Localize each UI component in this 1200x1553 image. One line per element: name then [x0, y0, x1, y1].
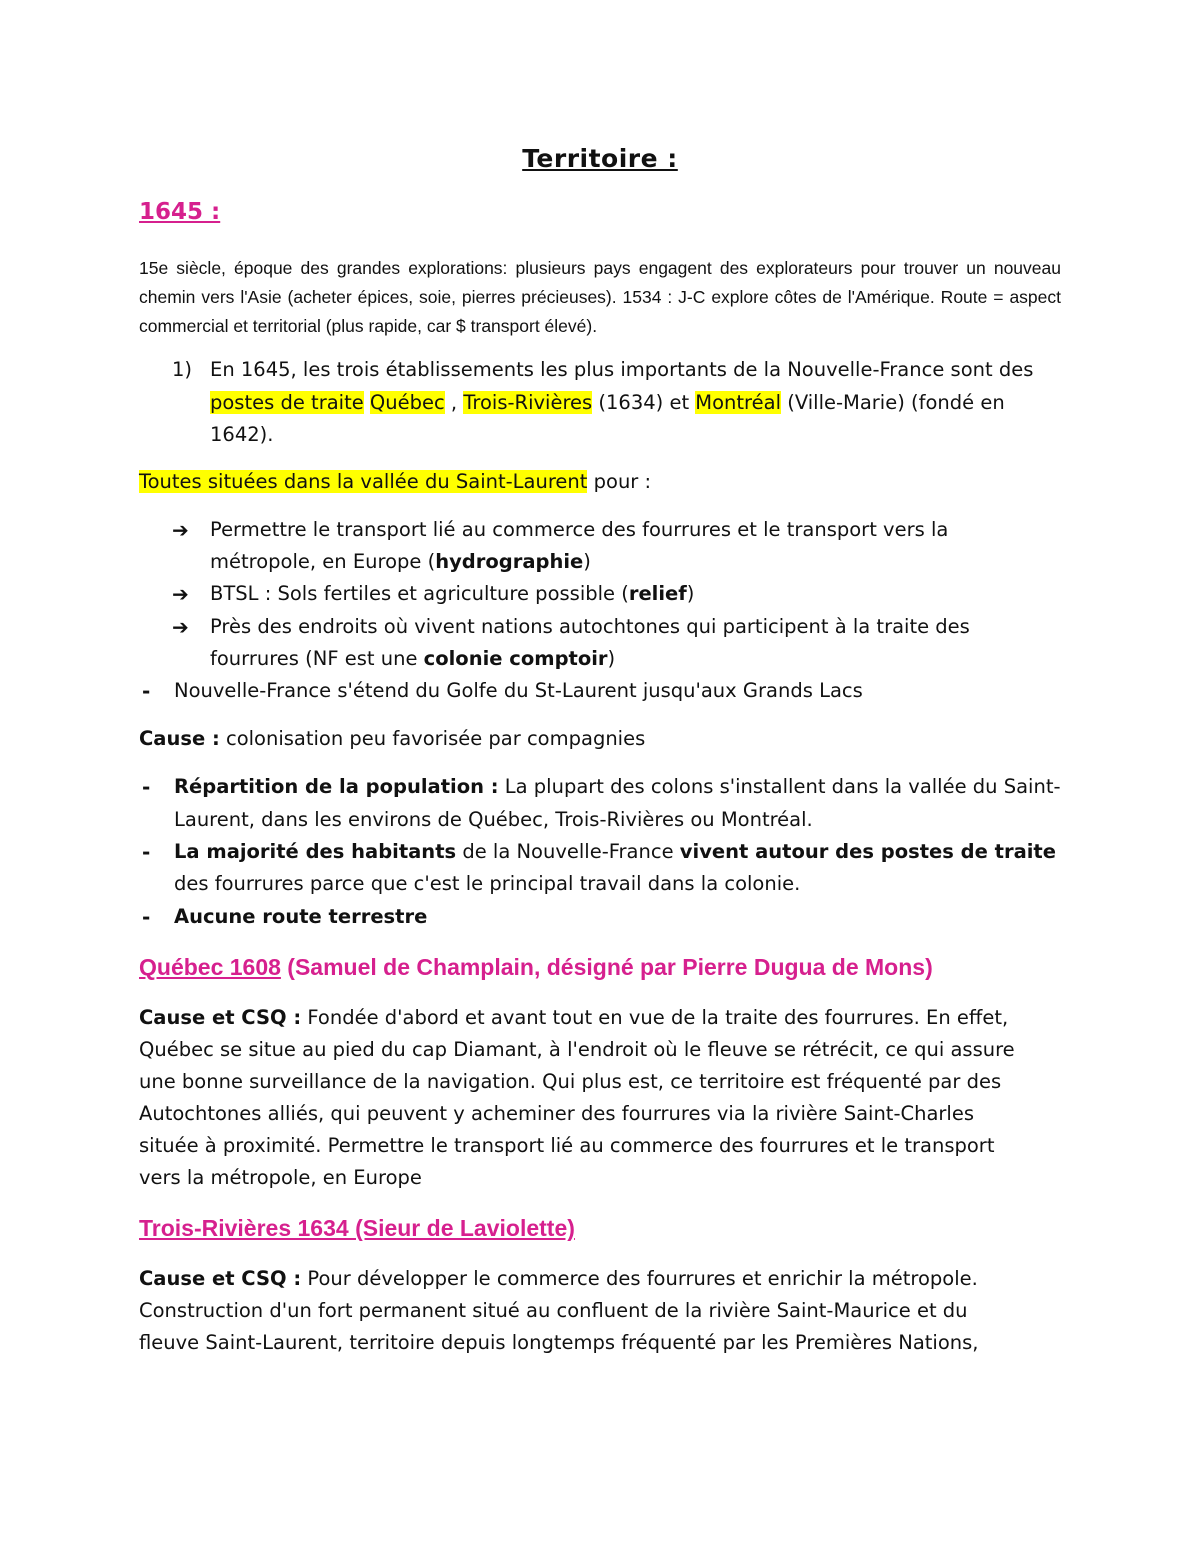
text: Fondée d'abord et avant tout en vue de la traite des fourrures. En effet, — [301, 1006, 1009, 1029]
heading-quebec-rest: (Samuel de Champlain, désigné par Pierre Dugua de Mons) — [280, 954, 933, 980]
intro-paragraph: 15e siècle, époque des grandes explorations: plusieurs pays engagent des explorateurs pour trouver un nouveau chemin vers l'Asie (acheter épices, soie, pierres précieuses). 1534 : J-C explore côtes de l'Amérique. Route = aspect commercial et territorial (plus rapide, car $ transport élevé). — [139, 258, 1061, 336]
dash-bullet: - — [142, 679, 151, 703]
text: BTSL : Sols fertiles et agriculture possible ( — [210, 582, 629, 605]
quebec-line3: une bonne surveillance de la navigation. Qui plus est, ce territoire est fréquenté par des — [139, 1070, 1002, 1093]
cause-line — [139, 727, 645, 750]
arrow3-line1: Près des endroits où vivent nations autochtones qui participent à la traite des — [210, 615, 970, 638]
bold-relief: relief — [628, 582, 687, 605]
dash-bullet: - — [142, 905, 151, 929]
bold-majorite: La majorité des habitants — [174, 840, 457, 863]
arrow2-line — [210, 582, 694, 605]
quebec-line5: située à proximité. Permettre le transport lié au commerce des fourrures et le transport — [139, 1134, 995, 1157]
bold-repartition: Répartition de la population : — [174, 775, 499, 798]
text: fourrures (NF est une — [210, 647, 424, 670]
text: ) — [583, 550, 591, 573]
text: ) — [607, 647, 616, 670]
heading-1645: 1645 : — [139, 199, 221, 225]
bullet2-line2: des fourrures parce que c'est le principal travail dans la colonie. — [174, 872, 801, 895]
cause-text: colonisation peu favorisée par compagnies — [219, 727, 646, 750]
item1-line2 — [210, 391, 1005, 414]
arrow-icon: ➔ — [172, 582, 189, 606]
bullet2-line1 — [174, 840, 1056, 863]
cause-label: Cause : — [139, 727, 220, 750]
arrow1-line1: Permettre le transport lié au commerce des fourrures et le transport vers la — [210, 518, 949, 541]
item1-line1: En 1645, les trois établissements les plus importants de la Nouvelle-France sont des — [210, 358, 1034, 381]
bold-colonie-comptoir: colonie comptoir — [423, 647, 608, 670]
quebec-line6: vers la métropole, en Europe — [139, 1166, 422, 1189]
text: Pour développer le commerce des fourrures et enrichir la métropole. — [301, 1267, 978, 1290]
bold-vivent: vivent autour des postes de traite — [679, 840, 1056, 863]
highlight-quebec: Québec — [369, 391, 445, 414]
highlight-situees: Toutes situées dans la vallée du Saint-Laurent — [139, 470, 588, 493]
highlight-trois-rivieres: Trois-Rivières — [463, 391, 593, 414]
text: métropole, en Europe ( — [210, 550, 436, 573]
trois-line2: Construction d'un fort permanent situé au confluent de la rivière Saint-Maurice et du — [139, 1299, 968, 1322]
dash-bullet: - — [142, 775, 151, 799]
text: La plupart des colons s'installent dans la vallée du Saint- — [498, 775, 1061, 798]
heading-quebec — [139, 954, 933, 981]
trois-label: Cause et CSQ : — [139, 1267, 302, 1290]
arrow3-line2 — [210, 647, 615, 670]
list-number: 1) — [172, 358, 193, 381]
text-tail: (Ville-Marie) (fondé en — [781, 391, 1005, 414]
highlight-postes: postes de traite — [210, 391, 364, 414]
dash-bullet: - — [142, 840, 151, 864]
page-title: Territoire : — [522, 144, 678, 173]
item1-line3: 1642). — [210, 423, 274, 446]
text: de la Nouvelle-France — [456, 840, 680, 863]
trois-line3: fleuve Saint-Laurent, territoire depuis longtemps fréquenté par les Premières Nations, — [139, 1331, 979, 1354]
quebec-line1 — [139, 1006, 1008, 1029]
bullet3-line: Aucune route terrestre — [174, 905, 428, 928]
heading-trois-rivieres: Trois-Rivières 1634 (Sieur de Laviolette) — [139, 1215, 575, 1241]
arrow-icon: ➔ — [172, 615, 189, 639]
situees-line — [139, 470, 651, 493]
bullet1-line2: Laurent, dans les environs de Québec, Trois-Rivières ou Montréal. — [174, 808, 813, 831]
arrow-icon: ➔ — [172, 518, 189, 542]
sep: , — [444, 391, 464, 414]
text-mid: (1634) et — [592, 391, 696, 414]
heading-quebec-underlined: Québec 1608 — [139, 954, 281, 980]
quebec-label: Cause et CSQ : — [139, 1006, 302, 1029]
quebec-line2: Québec se situe au pied du cap Diamant, à l'endroit où le fleuve se rétrécit, ce qui assure — [139, 1038, 1015, 1061]
situees-rest: pour : — [587, 470, 652, 493]
bold-hydrographie: hydrographie — [435, 550, 584, 573]
nf-extent-line: Nouvelle-France s'étend du Golfe du St-Laurent jusqu'aux Grands Lacs — [174, 679, 863, 702]
highlight-montreal: Montréal — [695, 391, 782, 414]
arrow1-line2 — [210, 550, 591, 573]
text: ) — [686, 582, 695, 605]
trois-line1 — [139, 1267, 978, 1290]
quebec-line4: Autochtones alliés, qui peuvent y acheminer des fourrures via la rivière Saint-Charles — [139, 1102, 975, 1125]
bullet1-line1 — [174, 775, 1061, 798]
